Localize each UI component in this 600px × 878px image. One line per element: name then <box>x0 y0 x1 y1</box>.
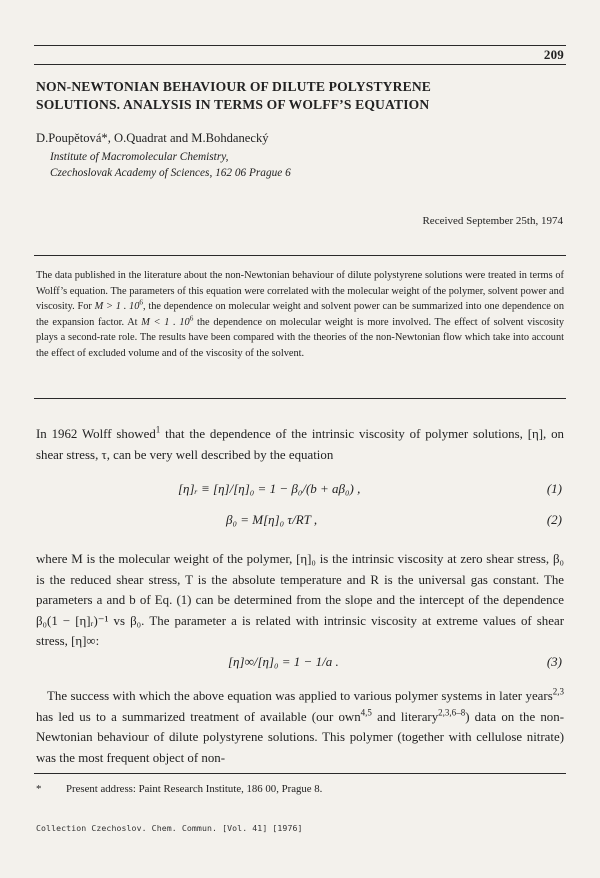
affiliation-line-1: Institute of Macromolecular Chemistry, <box>50 151 229 163</box>
header-rule-lower <box>34 64 566 65</box>
equation-1 <box>36 481 564 503</box>
title-line-1: NON-NEWTONIAN BEHAVIOUR OF DILUTE POLYSTYRENE <box>36 79 431 94</box>
abstract-part-3: the dependence on molecular weight is more involved. The effect of solvent viscosity plays a second-rate role. The results have been compared with the theories of the non-Newtonian flow which take into account the effect of excluded volume and of the viscosity of the solvent. <box>36 316 565 359</box>
paragraph-2 <box>36 549 564 652</box>
affiliation <box>50 150 291 181</box>
abstract-part-1: The data published in the literature about the non-Newtonian behaviour of dilute polystyrene solutions were treated in terms of Wolff’s equation. The parameters of this equation were correlated with the molecular weight of the polymer, solvent power and viscosity. For <box>36 270 564 312</box>
paragraph-3-text: The success with which the above equation was applied to various polymer systems in later years <box>47 689 553 703</box>
paragraph-3-text-b: has led us to a summarized treatment of available (our own <box>36 709 361 724</box>
equation-3-expression: [η]∞/[η]₀ = 1 − 1/a . <box>228 654 339 669</box>
abstract-exponent-2: 6 <box>189 314 194 323</box>
equation-2-number: (2) <box>546 512 562 527</box>
equation-1-expression: [η]ᵣ ≡ [η]/[η]₀ = 1 − β₀/(b + aβ₀) , <box>178 481 361 496</box>
reference-2-3: 2,3 <box>552 686 564 697</box>
paragraph-1-text: In 1962 Wolff showed <box>36 427 156 441</box>
reference-4-5: 4,5 <box>360 707 372 718</box>
paragraph-3-text-c: and literary <box>371 709 439 724</box>
abstract-top-rule <box>34 255 566 256</box>
reference-2-3-6-8: 2,3,6–8 <box>438 707 466 718</box>
authors: D.Poupětová*, O.Quadrat and M.Bohdanecký <box>36 131 269 145</box>
article-title <box>36 78 556 114</box>
abstract-part-2: , the dependence on molecular weight and solvent power can be summarized into one dependence on the expansion factor. At <box>36 301 565 328</box>
equation-1-number: (1) <box>546 481 562 496</box>
paragraph-3 <box>36 686 564 768</box>
paragraph-3-text-d: ) data on the non-Newtonian behaviour of dilute polystyrene solutions. This polymer (together with cellulose nitrate) was the most frequent object of non- <box>36 709 564 765</box>
paragraph-1 <box>36 424 564 465</box>
affiliation-line-2: Czechoslovak Academy of Sciences, 162 06 Prague 6 <box>50 166 291 179</box>
journal-citation: Collection Czechoslov. Chem. Commun. [Vol. 41] [1976] <box>36 823 303 833</box>
equation-3-number: (3) <box>546 654 562 669</box>
footnote-text: Present address: Paint Research Institute, 186 00, Prague 8. <box>66 783 323 795</box>
abstract-exponent-1: 6 <box>139 298 144 307</box>
header-rule <box>34 45 566 46</box>
paragraph-2-text: where M is the molecular weight of the polymer, [η]₀ is the intrinsic viscosity at zero shear stress, β₀ is the reduced shear stress, T is the absolute temperature and R is the universal gas constant. The parameters a and b of Eq. (1) can be determined from the slope and the intercept of the dependence β₀(1 − [η]ᵣ)⁻¹ vs β₀. The parameter a is related with intrinsic viscosity at extreme values of shear stress, [η]∞: <box>36 552 564 648</box>
footnote-mark: * <box>36 783 42 795</box>
reference-1: 1 <box>155 424 161 435</box>
equation-2-expression: β₀ = M[η]₀ τ/RT , <box>226 512 318 527</box>
footnote <box>36 783 564 795</box>
received-date: Received September 25th, 1974 <box>422 215 563 227</box>
abstract-condition-1: M > 1 . 10 <box>94 301 140 312</box>
equation-2 <box>36 512 564 534</box>
abstract <box>36 268 564 361</box>
abstract-condition-2: M < 1 . 10 <box>141 316 190 328</box>
footnote-rule <box>34 773 566 774</box>
page-number: 209 <box>543 47 564 62</box>
title-line-2: SOLUTIONS. ANALYSIS IN TERMS OF WOLFF’S EQUATION <box>36 97 430 112</box>
abstract-bottom-rule <box>34 398 566 399</box>
equation-3 <box>36 654 564 676</box>
paragraph-1-text-cont: that the dependence of the intrinsic viscosity of polymer solutions, [η], on shear stress, τ, can be very well described by the equation <box>36 427 564 462</box>
